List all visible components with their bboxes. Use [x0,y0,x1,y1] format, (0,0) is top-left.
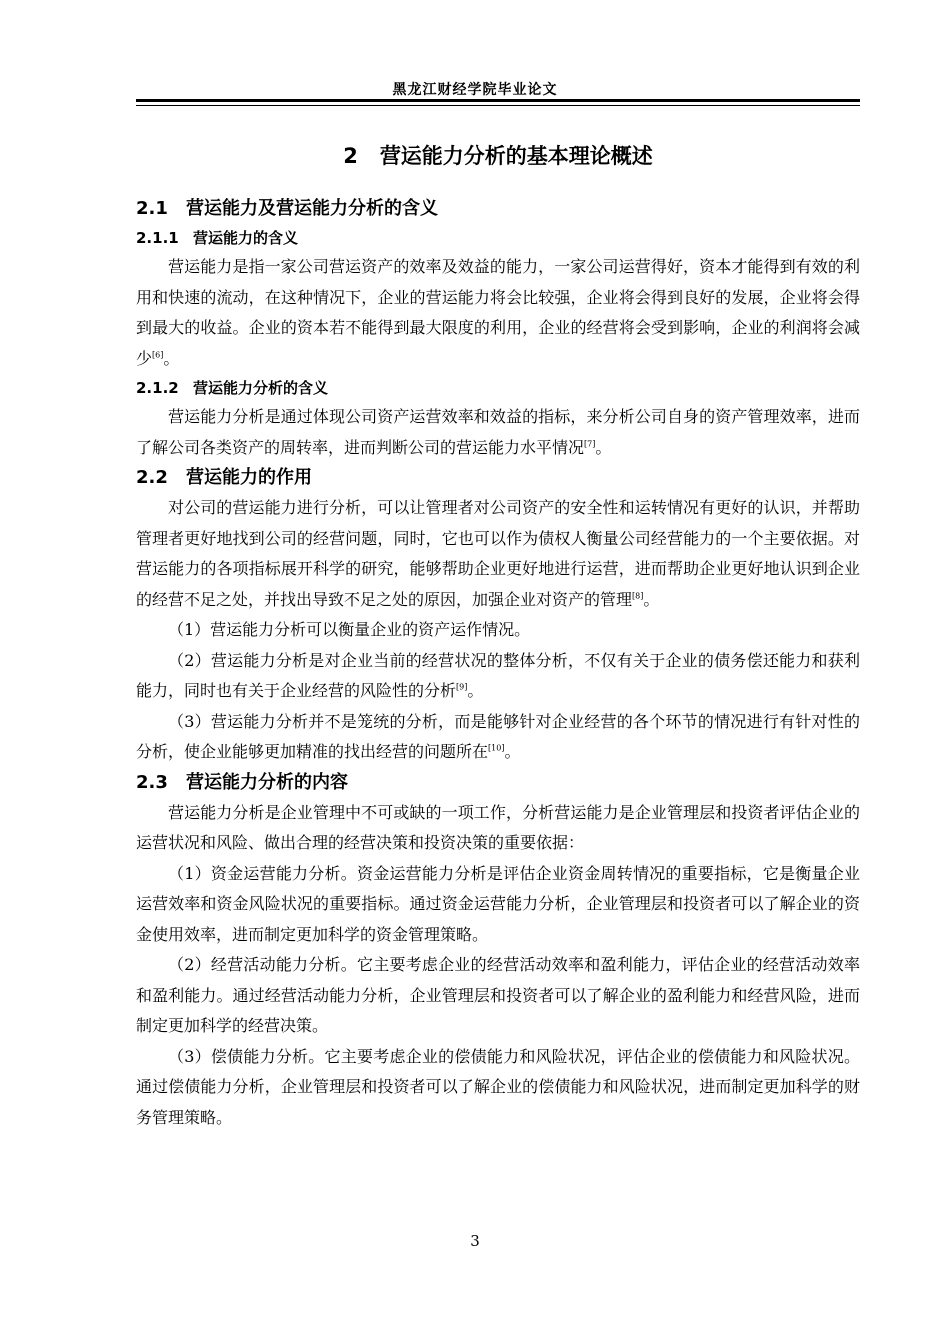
paragraph: 营运能力分析是企业管理中不可或缺的一项工作，分析营运能力是企业管理层和投资者评估企业的运营状况和风险、做出合理的经营决策和投资决策的重要依据： [136,802,860,852]
chapter-number: 2 [343,144,358,168]
subsection-title: 营运能力分析的含义 [193,379,329,397]
section-heading-2-2 [136,463,860,493]
citation: [7] [584,439,596,449]
subsection-heading-2-1-2 [136,374,860,402]
citation: [6] [152,350,164,360]
subsection-number: 2.1.2 [136,379,179,397]
list-item: （3）偿债能力分析。它主要考虑企业的偿债能力和风险状况，评估企业的偿债能力和风险状况。通过偿债能力分析，企业管理层和投资者可以了解企业的偿债能力和风险状况，进而制定更加科学的财务管理策略。 [136,1046,860,1127]
page-body [136,140,860,1133]
list-item: （2）营运能力分析是对企业当前的经营状况的整体分析，不仅有关于企业的债务偿还能力和获利能力，同时也有关于企业经营的风险性的分析[9]。 [136,650,860,700]
list-item: （1）营运能力分析可以衡量企业的资产运作情况。 [168,620,531,639]
header-rule-thick [136,99,860,102]
section-title: 营运能力及营运能力分析的含义 [186,198,438,219]
paragraph: 营运能力分析是通过体现公司资产运营效率和效益的指标，来分析公司自身的资产管理效率，进而了解公司各类资产的周转率，进而判断公司的营运能力水平情况[7]。 [136,407,860,457]
chapter-title-text: 营运能力分析的基本理论概述 [379,144,653,168]
citation: [10] [488,743,505,753]
section-title: 营运能力分析的内容 [186,771,348,793]
chapter-title [136,140,860,172]
subsection-heading-2-1-1 [136,224,860,252]
list-item: （3）营运能力分析并不是笼统的分析，而是能够针对企业经营的各个环节的情况进行有针对性的分析，使企业能够更加精准的找出经营的问题所在[10]。 [136,711,860,761]
section-number: 2.3 [136,771,168,793]
citation: [9] [456,682,468,692]
subsection-number: 2.1.1 [136,229,179,247]
paragraph: 营运能力是指一家公司营运资产的效率及效益的能力，一家公司运营得好，资本才能得到有效的利用和快速的流动，在这种情况下，企业的营运能力将会比较强，企业将会得到良好的发展，企业将会得到最大的收益。企业的资本若不能得到最大限度的利用，企业的经营将会受到影响，企业的利润将会减少[6]。 [136,257,860,368]
list-item: （1）资金运营能力分析。资金运营能力分析是评估企业资金周转情况的重要指标，它是衡量企业运营效率和资金风险状况的重要指标。通过资金运营能力分析，企业管理层和投资者可以了解企业的资金使用效率，进而制定更加科学的资金管理策略。 [136,863,860,944]
page-number: 3 [470,1232,480,1250]
paragraph: 对公司的营运能力进行分析，可以让管理者对公司资产的安全性和运转情况有更好的认识，并帮助管理者更好地找到公司的经营问题，同时，它也可以作为债权人衡量公司经营能力的一个主要依据。对营运能力的各项指标展开科学的研究，能够帮助企业更好地进行运营，进而帮助企业更好地认识到企业的经营不足之处，并找出导致不足之处的原因，加强企业对资产的管理[8]。 [136,498,860,609]
section-number: 2.2 [136,467,168,488]
section-title: 营运能力的作用 [186,467,312,488]
list-item: （2）经营活动能力分析。它主要考虑企业的经营活动效率和盈利能力，评估企业的经营活动效率和盈利能力。通过经营活动能力分析，企业管理层和投资者可以了解企业的盈利能力和经营风险，进而制定更加科学的经营决策。 [136,955,860,1035]
running-header: 黑龙江财经学院毕业论文 [392,82,558,98]
header-rule-thin [136,105,860,106]
citation: [8] [632,591,644,601]
section-heading-2-3 [136,768,860,798]
section-number: 2.1 [136,198,168,219]
subsection-title: 营运能力的含义 [193,229,299,247]
section-heading-2-1 [136,194,860,224]
